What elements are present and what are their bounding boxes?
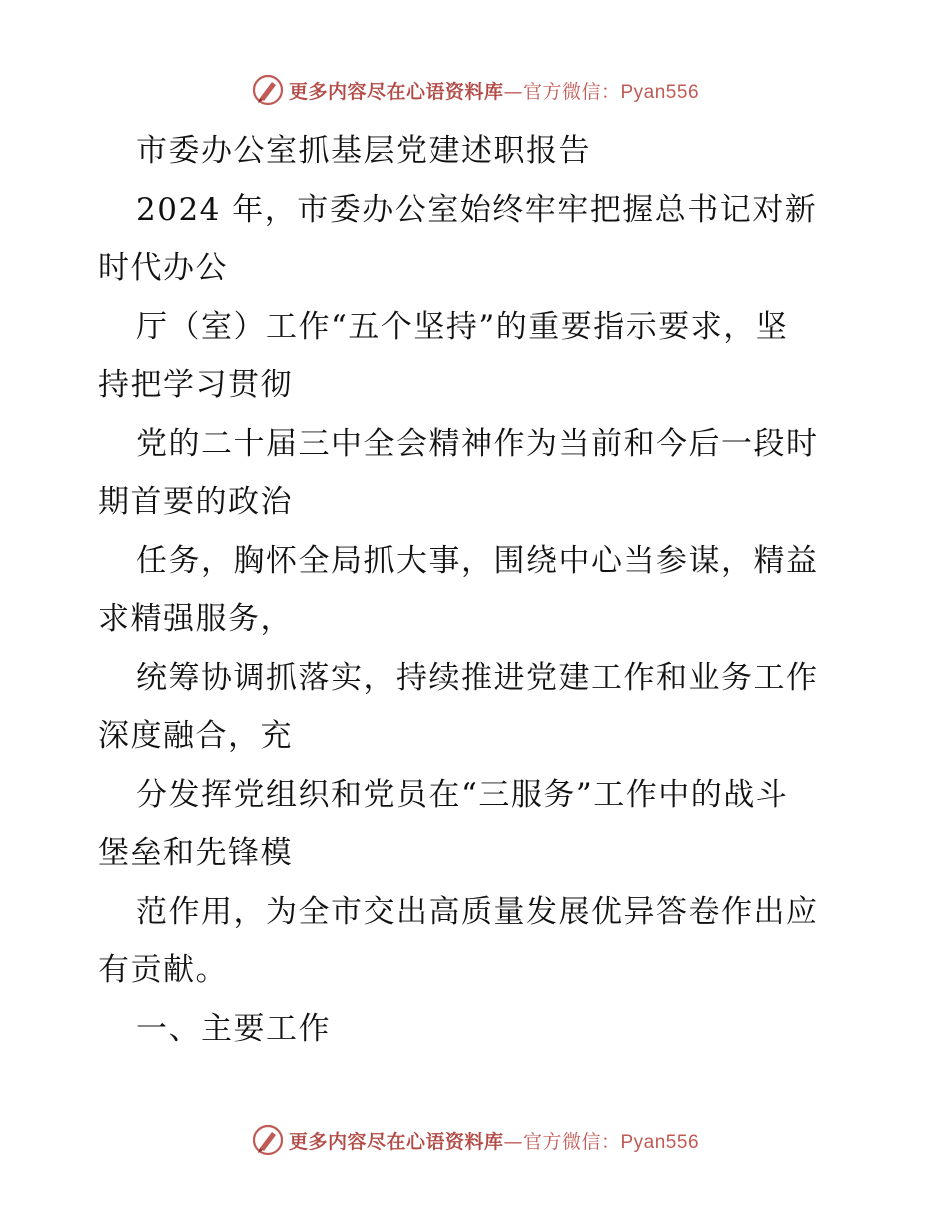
watermark-dash: — [503, 80, 523, 103]
watermark-header [0, 70, 950, 110]
watermark-prefix: 更多内容尽在心语资料库 [288, 1130, 504, 1153]
paragraph-line: 求精强服务， [98, 601, 293, 637]
watermark-dash: — [503, 1130, 523, 1153]
watermark-wechat-id: Pyan556 [620, 81, 700, 103]
document-title: 市委办公室抓基层党建述职报告 [136, 133, 591, 169]
document-body [98, 122, 858, 1058]
watermark-footer [0, 1120, 950, 1160]
pen-logo-icon [251, 1123, 285, 1157]
watermark-text [289, 77, 699, 104]
paragraph-line: 范作用，为全市交出高质量发展优异答卷作出应 [136, 893, 819, 930]
paragraph-line: 时代办公 [98, 250, 228, 286]
watermark-wechat-id: Pyan556 [620, 1131, 700, 1153]
paragraph-line: 分发挥党组织和党员在“三服务”工作中的战斗 [136, 776, 789, 813]
watermark-prefix: 更多内容尽在心语资料库 [288, 80, 504, 103]
watermark-suffix: 官方微信： [522, 1130, 621, 1153]
paragraph-line: 2024 年，市委办公室始终牢牢把握总书记对新 [136, 191, 818, 228]
pen-logo-icon [251, 73, 285, 107]
paragraph-line: 党的二十届三中全会精神作为当前和今后一段时 [136, 425, 819, 462]
paragraph-line: 深度融合，充 [98, 718, 293, 754]
paragraph-line: 堡垒和先锋模 [98, 835, 293, 871]
paragraph-line: 统筹协调抓落实，持续推进党建工作和业务工作 [136, 659, 819, 696]
paragraph-line: 任务，胸怀全局抓大事，围绕中心当参谋，精益 [136, 542, 819, 579]
watermark-text [289, 1127, 699, 1154]
paragraph-line: 有贡献。 [98, 952, 228, 988]
paragraph-line: 一、主要工作 [136, 1010, 331, 1047]
paragraph-line: 厅（室）工作“五个坚持”的重要指示要求，坚 [136, 308, 789, 345]
paragraph-line: 持把学习贯彻 [98, 367, 293, 403]
paragraph-line: 期首要的政治 [98, 484, 293, 520]
watermark-suffix: 官方微信： [522, 80, 621, 103]
